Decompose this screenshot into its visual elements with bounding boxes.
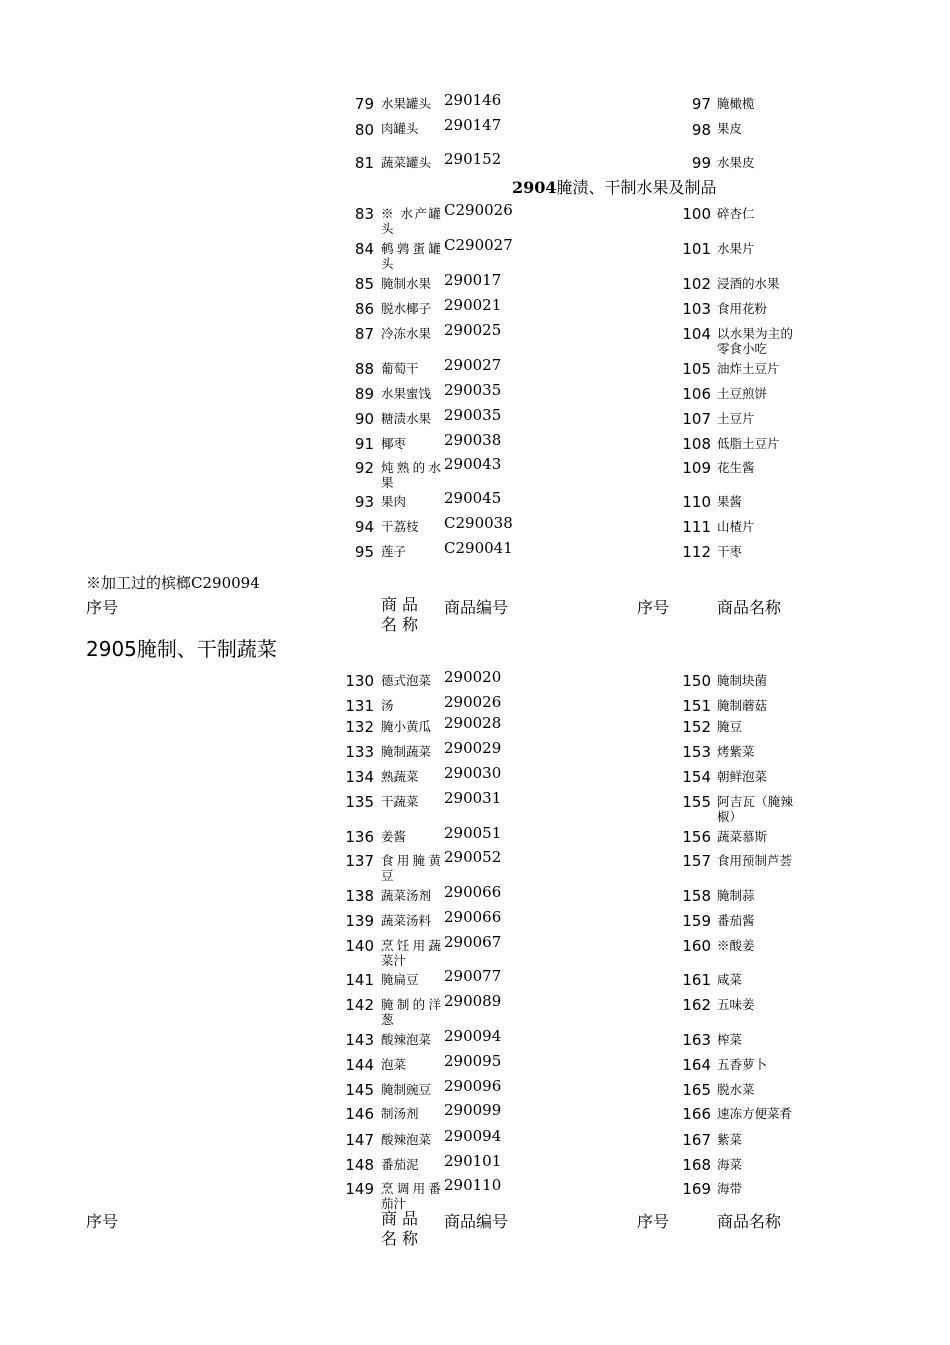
right-name: 土豆片: [717, 411, 755, 426]
left-code: C290041: [444, 539, 513, 557]
left-seq: 135: [345, 793, 374, 811]
right-seq: 162: [682, 996, 711, 1014]
left-code: 290094: [444, 1127, 502, 1145]
right-seq: 157: [682, 852, 711, 870]
right-seq: 98: [691, 121, 711, 139]
header-code: 商品编号: [444, 1212, 509, 1231]
right-name: 花生酱: [717, 460, 755, 475]
left-seq: 143: [345, 1031, 374, 1049]
left-seq: 88: [354, 360, 374, 378]
section-heading-2904: [512, 175, 717, 198]
right-name: 油炸土豆片: [717, 361, 780, 376]
left-code: 290020: [444, 668, 502, 686]
right-name: 咸菜: [717, 972, 743, 987]
right-name: 五味姜: [717, 997, 755, 1012]
left-name: ※ 水产罐头: [381, 206, 441, 236]
left-code: 290110: [444, 1176, 502, 1194]
left-seq: 91: [354, 435, 374, 453]
left-name: 肉罐头: [381, 121, 419, 136]
left-name: 葡萄干: [381, 361, 419, 376]
left-code: 290101: [444, 1152, 502, 1170]
left-code: C290038: [444, 514, 513, 532]
left-name: 汤: [381, 698, 394, 713]
header-seq-2: 序号: [637, 598, 670, 617]
left-name: 酸辣泡菜: [381, 1132, 432, 1147]
right-seq: 110: [682, 493, 711, 511]
left-seq: 133: [345, 743, 374, 761]
right-name: 腌制块菌: [717, 673, 768, 688]
left-code: 290021: [444, 296, 502, 314]
right-name: 低脂土豆片: [717, 436, 780, 451]
left-code: 290067: [444, 933, 502, 951]
left-name: 姜酱: [381, 829, 407, 844]
left-name: 制汤剂: [381, 1106, 419, 1121]
left-seq: 138: [345, 887, 374, 905]
right-name: 海菜: [717, 1157, 743, 1172]
header-code: 商品编号: [444, 598, 509, 617]
header-seq: 序号: [86, 1212, 119, 1231]
left-name: 烹饪用蔬菜汁: [381, 938, 441, 968]
right-seq: 108: [682, 435, 711, 453]
left-seq: 94: [354, 518, 374, 536]
right-name: 腌制蒜: [717, 888, 755, 903]
right-name: 蔬菜慕斯: [717, 829, 768, 844]
right-seq: 99: [691, 154, 711, 172]
header-name: 商品名称: [381, 595, 424, 634]
left-code: 290017: [444, 271, 502, 289]
left-code: 290029: [444, 739, 502, 757]
left-code: 290066: [444, 908, 502, 926]
left-code: 290031: [444, 789, 502, 807]
right-name: ※酸姜: [717, 938, 755, 953]
right-seq: 160: [682, 937, 711, 955]
left-code: 290089: [444, 992, 502, 1010]
right-seq: 165: [682, 1081, 711, 1099]
left-name: 酸辣泡菜: [381, 1032, 432, 1047]
left-name: 腌小黄瓜: [381, 719, 432, 734]
left-seq: 145: [345, 1081, 374, 1099]
right-name: 榨菜: [717, 1032, 743, 1047]
right-seq: 169: [682, 1180, 711, 1198]
left-seq: 140: [345, 937, 374, 955]
left-code: 290096: [444, 1077, 502, 1095]
left-code: 290099: [444, 1101, 502, 1119]
left-name: 烹调用番茄汁: [381, 1181, 441, 1211]
section-code: 2904: [512, 178, 557, 197]
section-title: 腌渍、干制水果及制品: [556, 178, 717, 197]
left-seq: 134: [345, 768, 374, 786]
left-code: 290147: [444, 116, 502, 134]
right-name: 水果皮: [717, 155, 755, 170]
left-code: 290051: [444, 824, 502, 842]
left-name: 蔬菜罐头: [381, 155, 432, 170]
left-name: 腌制蔬菜: [381, 744, 432, 759]
left-code: 290045: [444, 489, 502, 507]
right-name: 水果片: [717, 241, 755, 256]
right-seq: 151: [682, 697, 711, 715]
left-name: 德式泡菜: [381, 673, 432, 688]
left-code: C290027: [444, 236, 513, 254]
left-code: 290038: [444, 431, 502, 449]
left-seq: 130: [345, 672, 374, 690]
right-name: 脱水菜: [717, 1082, 755, 1097]
left-code: 290043: [444, 455, 502, 473]
left-seq: 147: [345, 1131, 374, 1149]
left-seq: 139: [345, 912, 374, 930]
right-seq: 158: [682, 887, 711, 905]
right-name: 土豆煎饼: [717, 386, 768, 401]
right-name: 阿吉瓦（腌辣椒）: [717, 794, 793, 824]
left-seq: 83: [354, 205, 374, 223]
right-name: 以水果为主的零食小吃: [717, 326, 793, 356]
left-seq: 89: [354, 385, 374, 403]
left-name: 番茄泥: [381, 1157, 419, 1172]
left-name: 腌制水果: [381, 276, 432, 291]
header-name-2: 商品名称: [717, 598, 782, 617]
left-name: 冷冻水果: [381, 326, 432, 341]
left-seq: 137: [345, 852, 374, 870]
left-code: 290027: [444, 356, 502, 374]
left-name: 食用腌黄豆: [381, 853, 441, 883]
left-code: 290026: [444, 693, 502, 711]
right-seq: 152: [682, 718, 711, 736]
left-seq: 90: [354, 410, 374, 428]
left-name: 椰枣: [381, 436, 407, 451]
left-seq: 95: [354, 543, 374, 561]
left-code: C290026: [444, 201, 513, 219]
left-code: 290030: [444, 764, 502, 782]
right-name: 朝鲜泡菜: [717, 769, 768, 784]
right-seq: 156: [682, 828, 711, 846]
left-seq: 148: [345, 1156, 374, 1174]
right-name: 果酱: [717, 494, 743, 509]
right-name: 五香萝卜: [717, 1057, 768, 1072]
left-name: 熟蔬菜: [381, 769, 419, 784]
left-name: 果肉: [381, 494, 407, 509]
left-seq: 87: [354, 325, 374, 343]
left-seq: 144: [345, 1056, 374, 1074]
header-seq: 序号: [86, 598, 119, 617]
left-code: 290052: [444, 848, 502, 866]
left-code: 290094: [444, 1027, 502, 1045]
left-name: 干荔枝: [381, 519, 419, 534]
left-name: 腌扁豆: [381, 972, 419, 987]
right-name: 碎杏仁: [717, 206, 755, 221]
right-seq: 103: [682, 300, 711, 318]
right-name: 番茄酱: [717, 913, 755, 928]
left-code: 290035: [444, 381, 502, 399]
left-name: 脱水椰子: [381, 301, 432, 316]
right-seq: 168: [682, 1156, 711, 1174]
right-seq: 167: [682, 1131, 711, 1149]
left-seq: 142: [345, 996, 374, 1014]
right-name: 紫菜: [717, 1132, 743, 1147]
left-seq: 136: [345, 828, 374, 846]
left-name: 蔬菜汤剂: [381, 888, 432, 903]
right-seq: 109: [682, 459, 711, 477]
right-seq: 163: [682, 1031, 711, 1049]
left-name: 蔬菜汤料: [381, 913, 432, 928]
left-seq: 146: [345, 1105, 374, 1123]
left-seq: 79: [354, 95, 374, 113]
header-name: 商品名称: [381, 1209, 424, 1248]
left-name: 干蔬菜: [381, 794, 419, 809]
left-seq: 132: [345, 718, 374, 736]
left-code: 290035: [444, 406, 502, 424]
right-seq: 111: [682, 518, 711, 536]
right-seq: 102: [682, 275, 711, 293]
right-seq: 112: [682, 543, 711, 561]
right-seq: 100: [682, 205, 711, 223]
note-line: ※加工过的槟榔C290094: [86, 574, 260, 592]
left-code: 290077: [444, 967, 502, 985]
left-name: 腌制豌豆: [381, 1082, 432, 1097]
left-name: 莲子: [381, 544, 407, 559]
right-seq: 101: [682, 240, 711, 258]
right-seq: 106: [682, 385, 711, 403]
right-seq: 159: [682, 912, 711, 930]
right-name: 浸酒的水果: [717, 276, 780, 291]
right-seq: 97: [691, 95, 711, 113]
left-seq: 149: [345, 1180, 374, 1198]
left-name: 炖熟的水果: [381, 460, 441, 490]
left-name: 糖渍水果: [381, 411, 432, 426]
right-seq: 107: [682, 410, 711, 428]
left-seq: 141: [345, 971, 374, 989]
left-code: 290146: [444, 91, 502, 109]
left-code: 290095: [444, 1052, 502, 1070]
left-code: 290152: [444, 150, 502, 168]
right-seq: 166: [682, 1105, 711, 1123]
section-heading-2905: 2905腌制、干制蔬菜: [86, 637, 277, 661]
left-seq: 85: [354, 275, 374, 293]
right-name: 山楂片: [717, 519, 755, 534]
left-seq: 81: [354, 154, 374, 172]
right-name: 烤紫菜: [717, 744, 755, 759]
right-name: 干枣: [717, 544, 743, 559]
left-seq: 93: [354, 493, 374, 511]
right-seq: 153: [682, 743, 711, 761]
right-seq: 164: [682, 1056, 711, 1074]
right-seq: 155: [682, 793, 711, 811]
right-name: 食用预制芦荟: [717, 853, 793, 868]
left-name: 腌制的洋葱: [381, 997, 441, 1027]
left-code: 290066: [444, 883, 502, 901]
right-seq: 150: [682, 672, 711, 690]
right-seq: 161: [682, 971, 711, 989]
left-name: 泡菜: [381, 1057, 407, 1072]
left-seq: 131: [345, 697, 374, 715]
left-seq: 84: [354, 240, 374, 258]
right-seq: 104: [682, 325, 711, 343]
left-seq: 92: [354, 459, 374, 477]
left-seq: 86: [354, 300, 374, 318]
right-name: 食用花粉: [717, 301, 768, 316]
left-code: 290025: [444, 321, 502, 339]
right-name: 海带: [717, 1181, 743, 1196]
header-name-2: 商品名称: [717, 1212, 782, 1231]
left-name: 鹌鹑蛋罐头: [381, 241, 441, 271]
right-seq: 105: [682, 360, 711, 378]
right-name: 速冻方便菜肴: [717, 1106, 793, 1121]
left-code: 290028: [444, 714, 502, 732]
left-seq: 80: [354, 121, 374, 139]
left-name: 水果罐头: [381, 96, 432, 111]
header-seq-2: 序号: [637, 1212, 670, 1231]
right-name: 果皮: [717, 121, 743, 136]
right-name: 腌豆: [717, 719, 743, 734]
right-seq: 154: [682, 768, 711, 786]
right-name: 腌制蘑菇: [717, 698, 768, 713]
left-name: 水果蜜饯: [381, 386, 432, 401]
right-name: 腌橄榄: [717, 96, 755, 111]
